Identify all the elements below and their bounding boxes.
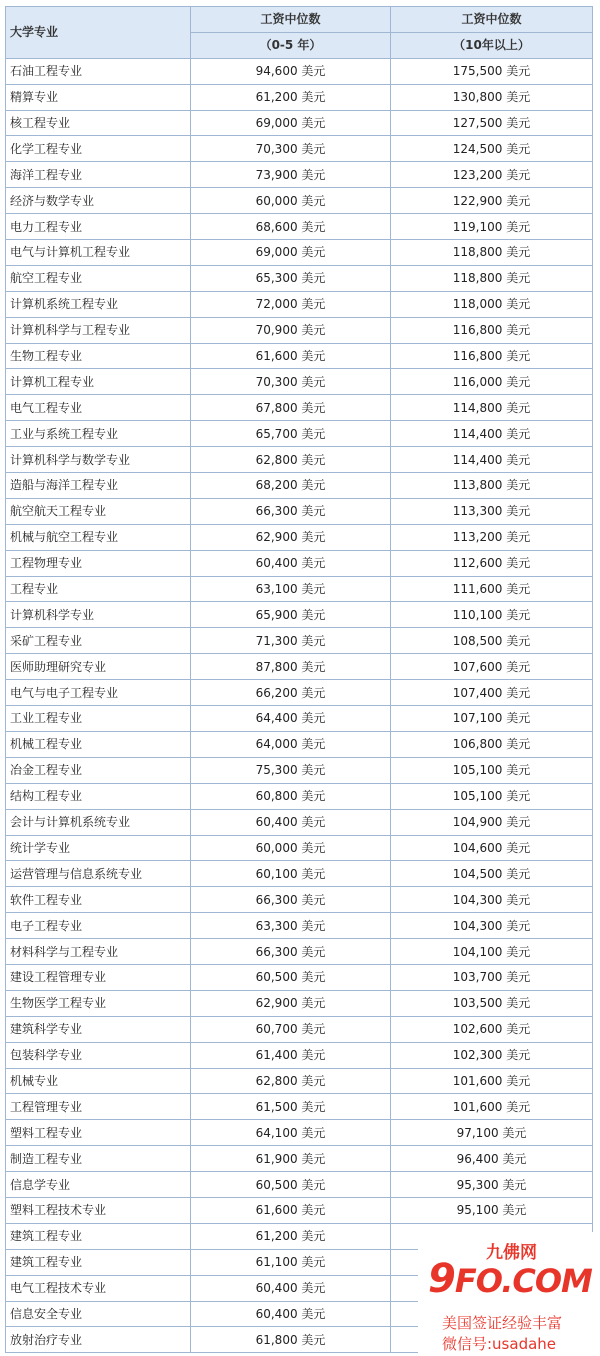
early-career-salary-cell: 65,900 美元: [191, 602, 391, 628]
mid-career-salary-cell: 95,100 美元: [391, 1197, 593, 1223]
major-name-cell: 建设工程管理专业: [6, 964, 191, 990]
major-name-cell: 海洋工程专业: [6, 162, 191, 188]
early-career-salary-cell: 65,300 美元: [191, 265, 391, 291]
table-header: [6, 7, 593, 59]
table-row: [6, 136, 593, 162]
early-career-salary-cell: 60,000 美元: [191, 188, 391, 214]
mid-career-salary-cell: 101,600 美元: [391, 1068, 593, 1094]
major-name-cell: 计算机科学与工程专业: [6, 317, 191, 343]
table-row: [6, 447, 593, 473]
major-name-cell: 航空工程专业: [6, 265, 191, 291]
table-row: [6, 395, 593, 421]
header-mid-career-title: 工资中位数: [391, 7, 593, 33]
table-row: [6, 783, 593, 809]
early-career-salary-cell: 63,300 美元: [191, 913, 391, 939]
major-name-cell: 工业工程专业: [6, 706, 191, 732]
early-career-salary-cell: 66,300 美元: [191, 887, 391, 913]
mid-career-salary-cell: 175,500 美元: [391, 58, 593, 84]
early-career-salary-cell: 61,600 美元: [191, 1197, 391, 1223]
mid-career-salary-cell: 106,800 美元: [391, 731, 593, 757]
major-name-cell: 信息学专业: [6, 1172, 191, 1198]
watermark-slogan: 美国签证经验丰富: [442, 1314, 563, 1332]
header-early-career-title: 工资中位数: [191, 7, 391, 33]
early-career-salary-cell: 60,500 美元: [191, 1172, 391, 1198]
early-career-salary-cell: 66,300 美元: [191, 939, 391, 965]
early-career-salary-cell: 67,800 美元: [191, 395, 391, 421]
watermark-site-name: 九佛网: [486, 1243, 537, 1263]
table-row: [6, 421, 593, 447]
mid-career-salary-cell: 114,400 美元: [391, 447, 593, 473]
major-name-cell: 生物工程专业: [6, 343, 191, 369]
early-career-salary-cell: 66,200 美元: [191, 680, 391, 706]
early-career-salary-cell: 94,600 美元: [191, 58, 391, 84]
table-row: [6, 1172, 593, 1198]
table-row: [6, 214, 593, 240]
early-career-salary-cell: 73,900 美元: [191, 162, 391, 188]
mid-career-salary-cell: 102,300 美元: [391, 1042, 593, 1068]
major-name-cell: 制造工程专业: [6, 1146, 191, 1172]
major-name-cell: 电气与计算机工程专业: [6, 240, 191, 266]
table-row: [6, 576, 593, 602]
mid-career-salary-cell: 102,600 美元: [391, 1016, 593, 1042]
mid-career-salary-cell: 113,300 美元: [391, 498, 593, 524]
early-career-salary-cell: 69,000 美元: [191, 240, 391, 266]
table-row: [6, 1016, 593, 1042]
mid-career-salary-cell: 103,700 美元: [391, 964, 593, 990]
early-career-salary-cell: 72,000 美元: [191, 291, 391, 317]
major-name-cell: 医师助理研究专业: [6, 654, 191, 680]
early-career-salary-cell: 61,500 美元: [191, 1094, 391, 1120]
major-name-cell: 采矿工程专业: [6, 628, 191, 654]
major-name-cell: 工业与系统工程专业: [6, 421, 191, 447]
major-name-cell: 包装科学专业: [6, 1042, 191, 1068]
mid-career-salary-cell: 114,400 美元: [391, 421, 593, 447]
table-row: [6, 265, 593, 291]
table-row: [6, 291, 593, 317]
table-row: [6, 809, 593, 835]
early-career-salary-cell: 60,400 美元: [191, 1275, 391, 1301]
early-career-salary-cell: 60,800 美元: [191, 783, 391, 809]
table-row: [6, 84, 593, 110]
early-career-salary-cell: 70,300 美元: [191, 369, 391, 395]
major-name-cell: 化学工程专业: [6, 136, 191, 162]
early-career-salary-cell: 75,300 美元: [191, 757, 391, 783]
early-career-salary-cell: 87,800 美元: [191, 654, 391, 680]
watermark-logo-nine: 9: [428, 1256, 455, 1302]
early-career-salary-cell: 61,400 美元: [191, 1042, 391, 1068]
table-row: [6, 913, 593, 939]
header-early-career-range: （0-5 年）: [191, 32, 391, 58]
early-career-salary-cell: 62,800 美元: [191, 447, 391, 473]
mid-career-salary-cell: 118,000 美元: [391, 291, 593, 317]
early-career-salary-cell: 62,900 美元: [191, 524, 391, 550]
major-name-cell: 工程管理专业: [6, 1094, 191, 1120]
table-row: [6, 1068, 593, 1094]
mid-career-salary-cell: 118,800 美元: [391, 240, 593, 266]
major-name-cell: 航空航天工程专业: [6, 498, 191, 524]
early-career-salary-cell: 69,000 美元: [191, 110, 391, 136]
mid-career-salary-cell: 123,200 美元: [391, 162, 593, 188]
mid-career-salary-cell: 124,500 美元: [391, 136, 593, 162]
early-career-salary-cell: 61,100 美元: [191, 1249, 391, 1275]
major-name-cell: 电子工程专业: [6, 913, 191, 939]
major-name-cell: 放射治疗专业: [6, 1327, 191, 1353]
mid-career-salary-cell: 95,300 美元: [391, 1172, 593, 1198]
table-row: [6, 602, 593, 628]
table-row: [6, 550, 593, 576]
early-career-salary-cell: 65,700 美元: [191, 421, 391, 447]
early-career-salary-cell: 61,800 美元: [191, 1327, 391, 1353]
mid-career-salary-cell: 104,300 美元: [391, 913, 593, 939]
mid-career-salary-cell: 103,500 美元: [391, 990, 593, 1016]
major-name-cell: 精算专业: [6, 84, 191, 110]
early-career-salary-cell: 61,900 美元: [191, 1146, 391, 1172]
early-career-salary-cell: 62,900 美元: [191, 990, 391, 1016]
table-row: [6, 731, 593, 757]
table-row: [6, 498, 593, 524]
early-career-salary-cell: 60,000 美元: [191, 835, 391, 861]
major-name-cell: 建筑工程专业: [6, 1223, 191, 1249]
table-row: [6, 524, 593, 550]
mid-career-salary-cell: 101,600 美元: [391, 1094, 593, 1120]
mid-career-salary-cell: 104,100 美元: [391, 939, 593, 965]
early-career-salary-cell: 61,200 美元: [191, 1223, 391, 1249]
mid-career-salary-cell: 112,600 美元: [391, 550, 593, 576]
early-career-salary-cell: 68,200 美元: [191, 473, 391, 499]
major-name-cell: 电力工程专业: [6, 214, 191, 240]
mid-career-salary-cell: 104,500 美元: [391, 861, 593, 887]
early-career-salary-cell: 60,500 美元: [191, 964, 391, 990]
early-career-salary-cell: 60,100 美元: [191, 861, 391, 887]
table-row: [6, 473, 593, 499]
header-major: 大学专业: [6, 7, 191, 59]
major-name-cell: 塑料工程技术专业: [6, 1197, 191, 1223]
mid-career-salary-cell: 96,400 美元: [391, 1146, 593, 1172]
major-name-cell: 计算机科学与数学专业: [6, 447, 191, 473]
watermark-logo-text: FO.COM: [454, 1262, 592, 1300]
table-row: [6, 861, 593, 887]
table-body: [6, 58, 593, 1353]
mid-career-salary-cell: 114,800 美元: [391, 395, 593, 421]
major-name-cell: 塑料工程专业: [6, 1120, 191, 1146]
major-name-cell: 核工程专业: [6, 110, 191, 136]
early-career-salary-cell: 60,400 美元: [191, 1301, 391, 1327]
mid-career-salary-cell: 111,600 美元: [391, 576, 593, 602]
table-row: [6, 240, 593, 266]
major-name-cell: 建筑科学专业: [6, 1016, 191, 1042]
early-career-salary-cell: 60,400 美元: [191, 809, 391, 835]
early-career-salary-cell: 64,100 美元: [191, 1120, 391, 1146]
mid-career-salary-cell: 122,900 美元: [391, 188, 593, 214]
table-row: [6, 964, 593, 990]
mid-career-salary-cell: 113,200 美元: [391, 524, 593, 550]
mid-career-salary-cell: 130,800 美元: [391, 84, 593, 110]
mid-career-salary-cell: 113,800 美元: [391, 473, 593, 499]
table-row: [6, 110, 593, 136]
early-career-salary-cell: 66,300 美元: [191, 498, 391, 524]
mid-career-salary-cell: 127,500 美元: [391, 110, 593, 136]
mid-career-salary-cell: 107,100 美元: [391, 706, 593, 732]
early-career-salary-cell: 64,400 美元: [191, 706, 391, 732]
mid-career-salary-cell: 104,600 美元: [391, 835, 593, 861]
major-name-cell: 石油工程专业: [6, 58, 191, 84]
major-name-cell: 经济与数学专业: [6, 188, 191, 214]
watermark: [418, 1232, 598, 1354]
table-row: [6, 990, 593, 1016]
major-name-cell: 生物医学工程专业: [6, 990, 191, 1016]
mid-career-salary-cell: 107,400 美元: [391, 680, 593, 706]
table-row: [6, 1042, 593, 1068]
major-name-cell: 信息安全专业: [6, 1301, 191, 1327]
table-row: [6, 369, 593, 395]
table-row: [6, 706, 593, 732]
major-name-cell: 冶金工程专业: [6, 757, 191, 783]
major-name-cell: 计算机工程专业: [6, 369, 191, 395]
table-row: [6, 58, 593, 84]
early-career-salary-cell: 68,600 美元: [191, 214, 391, 240]
major-name-cell: 造船与海洋工程专业: [6, 473, 191, 499]
major-name-cell: 工程专业: [6, 576, 191, 602]
mid-career-salary-cell: 116,800 美元: [391, 317, 593, 343]
major-name-cell: 计算机科学专业: [6, 602, 191, 628]
major-name-cell: 电气工程专业: [6, 395, 191, 421]
mid-career-salary-cell: 107,600 美元: [391, 654, 593, 680]
salary-table-container: [5, 6, 593, 1353]
mid-career-salary-cell: 110,100 美元: [391, 602, 593, 628]
major-name-cell: 建筑工程专业: [6, 1249, 191, 1275]
table-row: [6, 343, 593, 369]
early-career-salary-cell: 60,400 美元: [191, 550, 391, 576]
major-name-cell: 会计与计算机系统专业: [6, 809, 191, 835]
early-career-salary-cell: 60,700 美元: [191, 1016, 391, 1042]
header-mid-career-range: （10年以上）: [391, 32, 593, 58]
major-name-cell: 材料科学与工程专业: [6, 939, 191, 965]
early-career-salary-cell: 71,300 美元: [191, 628, 391, 654]
table-row: [6, 887, 593, 913]
early-career-salary-cell: 63,100 美元: [191, 576, 391, 602]
mid-career-salary-cell: 105,100 美元: [391, 757, 593, 783]
major-name-cell: 电气工程技术专业: [6, 1275, 191, 1301]
mid-career-salary-cell: 108,500 美元: [391, 628, 593, 654]
table-row: [6, 628, 593, 654]
table-row: [6, 680, 593, 706]
mid-career-salary-cell: 118,800 美元: [391, 265, 593, 291]
mid-career-salary-cell: 104,900 美元: [391, 809, 593, 835]
table-row: [6, 1120, 593, 1146]
early-career-salary-cell: 70,300 美元: [191, 136, 391, 162]
major-name-cell: 软件工程专业: [6, 887, 191, 913]
table-row: [6, 317, 593, 343]
early-career-salary-cell: 61,600 美元: [191, 343, 391, 369]
major-name-cell: 机械专业: [6, 1068, 191, 1094]
major-name-cell: 统计学专业: [6, 835, 191, 861]
watermark-logo: [428, 1256, 592, 1302]
mid-career-salary-cell: 119,100 美元: [391, 214, 593, 240]
major-name-cell: 运营管理与信息系统专业: [6, 861, 191, 887]
early-career-salary-cell: 64,000 美元: [191, 731, 391, 757]
table-row: [6, 1094, 593, 1120]
major-name-cell: 机械与航空工程专业: [6, 524, 191, 550]
major-name-cell: 电气与电子工程专业: [6, 680, 191, 706]
table-row: [6, 757, 593, 783]
major-name-cell: 工程物理专业: [6, 550, 191, 576]
salary-table: [5, 6, 593, 1353]
table-row: [6, 939, 593, 965]
table-row: [6, 1197, 593, 1223]
table-row: [6, 654, 593, 680]
table-row: [6, 188, 593, 214]
mid-career-salary-cell: 104,300 美元: [391, 887, 593, 913]
table-row: [6, 162, 593, 188]
mid-career-salary-cell: 116,800 美元: [391, 343, 593, 369]
watermark-wechat: 微信号:usadahe: [442, 1335, 557, 1353]
major-name-cell: 机械工程专业: [6, 731, 191, 757]
early-career-salary-cell: 62,800 美元: [191, 1068, 391, 1094]
early-career-salary-cell: 70,900 美元: [191, 317, 391, 343]
mid-career-salary-cell: 105,100 美元: [391, 783, 593, 809]
table-row: [6, 1146, 593, 1172]
mid-career-salary-cell: 116,000 美元: [391, 369, 593, 395]
mid-career-salary-cell: 97,100 美元: [391, 1120, 593, 1146]
major-name-cell: 结构工程专业: [6, 783, 191, 809]
early-career-salary-cell: 61,200 美元: [191, 84, 391, 110]
table-row: [6, 835, 593, 861]
major-name-cell: 计算机系统工程专业: [6, 291, 191, 317]
